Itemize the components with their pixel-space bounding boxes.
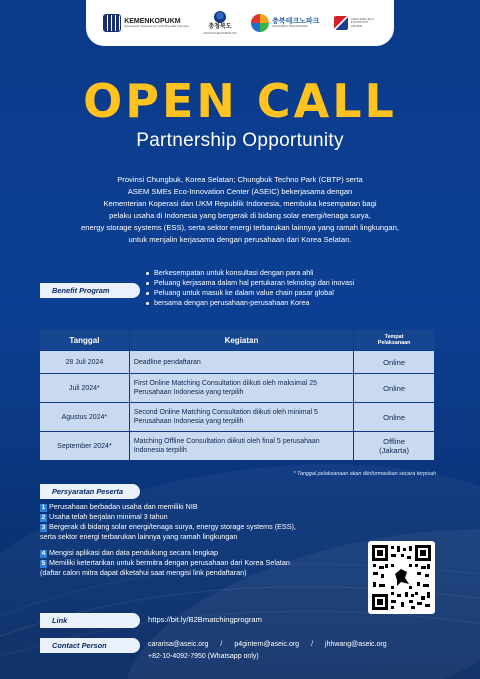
schedule-header-row — [40, 330, 434, 350]
schedule-date: 28 Juli 2024 — [40, 351, 129, 373]
requirement-text-continuation: serta sektor energi terbarukan lainnya yang ramah lingkungan — [40, 532, 238, 541]
contact-email[interactable]: p4gintern@aseic.org — [234, 641, 300, 648]
table-row — [40, 432, 434, 460]
logo-bar — [86, 0, 394, 46]
schedule-location: Online — [354, 351, 434, 373]
requirement-text-continuation: (daftar calon mitra dapat diketahui saat mengisi link pendaftaran) — [40, 568, 247, 577]
page-title: OPEN CALL — [83, 74, 397, 128]
chungbuk-logo-sub: CHUNGCHEONGBUK-DO — [203, 30, 237, 35]
requirement-text: Memiliki ketertarikan untuk bermitra dengan perusahaan dari Korea Selatan — [49, 558, 290, 567]
contact-section-label: Contact Person — [40, 638, 140, 653]
requirement-text: Usaha telah berjalan minimal 3 tahun — [49, 512, 168, 521]
requirement-number: 1 — [41, 504, 46, 511]
intro-line: Provinsi Chungbuk, Korea Selatan; Chungbuk Techno Park (CBTP) serta — [117, 175, 363, 184]
intro-line: pelaku usaha di Indonesia yang bergerak di bidang solar energi/tenaga surya, — [109, 211, 371, 220]
schedule-header-date: Tanggal — [40, 330, 129, 350]
contact-separator: / — [311, 641, 314, 648]
aseic-logo — [334, 16, 377, 30]
requirement-number: 3 — [41, 524, 46, 531]
requirement-number: 4 — [41, 550, 46, 557]
qr-code[interactable] — [368, 541, 435, 614]
page-subtitle: Partnership Opportunity — [136, 130, 344, 151]
benefit-item: Peluang kerjasama dalam hal pertukaran teknologi dan inovasi — [146, 278, 446, 288]
benefit-list — [146, 268, 446, 308]
contact-phone[interactable]: +82-10-4092-7950 (Whatsapp only) — [148, 653, 259, 660]
intro-paragraph — [40, 174, 440, 246]
requirement-text: Mengisi aplikasi dan data pendukung secara lengkap — [49, 548, 219, 557]
kemenkop-logo-name: KEMENKOPUKM — [124, 17, 181, 25]
contact-info — [148, 639, 387, 663]
chungbuk-logo — [203, 11, 236, 34]
contact-separator: / — [220, 641, 223, 648]
table-row — [40, 374, 434, 402]
requirement-number: 5 — [41, 560, 46, 567]
table-row — [40, 351, 434, 373]
chungbuk-logo-name: 충청북도 — [208, 24, 232, 31]
table-row — [40, 403, 434, 431]
techno-logo — [251, 14, 319, 32]
schedule-activity: First Online Matching Consultation diikuti oleh maksimal 25 Perusahaan Indonesia yang terpilih — [130, 374, 353, 402]
schedule-location: Online — [354, 403, 434, 431]
benefit-item-continuation: bersama dengan perusahaan-perusahaan Korea — [146, 298, 446, 308]
benefit-section-label: Benefit Program — [40, 283, 140, 298]
schedule-activity: Second Online Matching Consultation diikuti oleh minimal 5 Perusahaan Indonesia yang terpilih — [130, 403, 353, 431]
schedule-table — [39, 329, 435, 461]
link-section-label: Link — [40, 613, 140, 628]
requirement-number: 2 — [41, 514, 46, 521]
contact-emails — [148, 639, 387, 651]
list-item — [40, 502, 370, 512]
qr-code-icon — [371, 544, 432, 611]
requirement-text: Perusahaan berbadan usaha dan memiliki NIB — [49, 502, 198, 511]
kemenkop-logo-icon — [103, 14, 121, 32]
schedule-footnote: * Tanggal pelaksanaan akan diinformasikan secara terpisah — [293, 471, 436, 477]
benefit-item: Peluang untuk masuk ke dalam value chain pasar global — [146, 288, 446, 298]
techno-logo-icon — [251, 14, 269, 32]
intro-line: Kementerian Koperasi dan UKM Republik Indonesia, membuka kesempatan bagi — [103, 199, 377, 208]
schedule-header-location: Tempat Pelaksanaan — [354, 330, 434, 350]
aseic-logo-icon — [334, 16, 348, 30]
intro-line: untuk menjalin kerjasama dengan perusahaan dari Korea Selatan. — [128, 235, 352, 244]
techno-logo-name: 충북테크노파크 — [272, 17, 320, 25]
contact-email[interactable]: jhhwang@aseic.org — [325, 641, 387, 648]
schedule-date: Agustus 2024* — [40, 403, 129, 431]
list-item — [40, 522, 370, 542]
list-item — [40, 548, 370, 558]
benefit-item: Berkesempatan untuk konsultasi dengan para ahli — [146, 268, 446, 278]
schedule-header-activity: Kegiatan — [130, 330, 353, 350]
intro-line: energy storage systems (ESS), serta sektor energi terbarukan lainnya yang ramah lingkungan, — [81, 223, 399, 232]
requirements-list — [40, 502, 370, 578]
schedule-date: September 2024* — [40, 432, 129, 460]
schedule-activity: Deadline pendaftaran — [130, 351, 353, 373]
schedule-location: Online — [354, 374, 434, 402]
kemenkop-logo — [103, 14, 189, 32]
requirements-section-label: Persyaratan Peserta — [40, 484, 140, 499]
chungbuk-logo-icon — [214, 11, 226, 23]
requirement-text: Bergerak di bidang solar energi/tenaga surya, energy storage systems (ESS), — [49, 522, 296, 531]
list-item — [40, 558, 370, 578]
schedule-date: Juli 2024* — [40, 374, 129, 402]
kemenkop-logo-sub: Kementerian Koperasi dan UKM Republik Indonesia — [124, 24, 189, 29]
intro-line: ASEM SMEs Eco-Innovation Center (ASEIC) bekerjasama dengan — [127, 187, 353, 196]
registration-link[interactable]: https://bit.ly/B2Bmatchingprogram — [148, 615, 262, 624]
schedule-location: Offline (Jakarta) — [354, 432, 434, 460]
schedule-activity: Matching Offline Consultation diikuti oleh final 5 perusahaan Indonesia terpilih — [130, 432, 353, 460]
techno-logo-sub: CHUNGBUK TECHNOPARK — [272, 24, 308, 29]
aseic-logo-name: ASEM SMEs ECO-INNOVATION CENTER — [350, 17, 375, 28]
list-item — [40, 512, 370, 522]
contact-email[interactable]: cararisa@aseic.org — [148, 641, 209, 648]
